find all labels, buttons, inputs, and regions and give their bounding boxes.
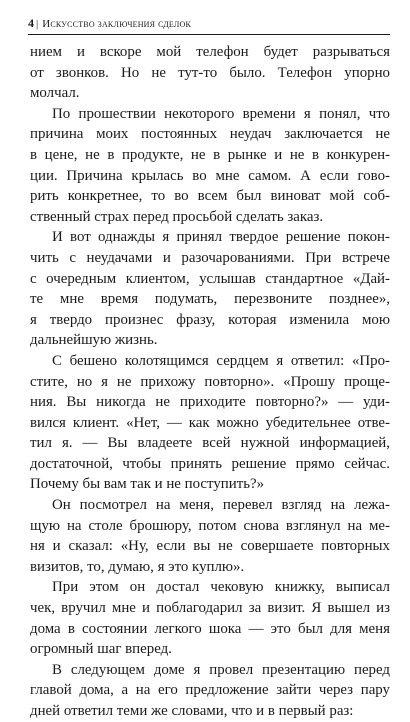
paragraph — [30, 227, 390, 351]
paragraph — [30, 577, 390, 659]
text-line: тил я. — Вы владеете всей нужной информацией, — [30, 435, 390, 452]
text-line: от звонков. Но не тут-то было. Телефон упорно — [30, 64, 390, 81]
text-line: причина моих постоянных неудач заключается не — [30, 126, 390, 143]
text-line: чек, вручил мне и поблагодарил за визит. Я вышел из — [30, 600, 390, 617]
text-line: нием и вскоре мой телефон будет разрываться — [30, 44, 390, 60]
text-line: в цене, не в продукте, не в рынке и не в конкурен- — [30, 146, 390, 163]
text-line: молчал. — [30, 85, 80, 102]
text-line: ственный страх перед просьбой сделать заказ. — [30, 208, 324, 225]
text-line: я твердо произнес фразу, которая изменила мою — [30, 311, 390, 328]
header-separator: | — [36, 18, 39, 30]
text-line: Он посмотрел на меня, перевел взгляд на лежа- — [52, 497, 390, 514]
text-line: главой дома, а на его предложение зайти через пару — [30, 682, 390, 699]
text-line: рить конкретнее, то во всем был виноват мой соб- — [30, 188, 390, 205]
text-line: стите, но я не прихожу повторно». «Прошу проще- — [30, 373, 390, 390]
running-header — [28, 16, 388, 31]
text-line: Почему бы вам так и не поступить?» — [30, 476, 265, 493]
text-line: щую на столе брошюру, потом снова взглянул на ме- — [30, 517, 390, 534]
text-line: ния. Вы никогда не приходите повторно?» — уди- — [30, 394, 390, 411]
book-title: Искусство заключения сделок — [42, 18, 192, 30]
paragraph — [30, 495, 390, 577]
text-line: визитов, то, думаю, я это куплю». — [30, 558, 245, 575]
text-line: с очередным клиентом, услышав стандартное «Дай- — [30, 270, 390, 287]
text-line: ня и сказал: «Ну, если вы не совершаете повторных — [30, 538, 390, 555]
text-line: При этом он достал чековую книжку, выписал — [52, 579, 390, 596]
text-line: В следующем доме я провел презентацию перед — [52, 661, 390, 678]
paragraph — [30, 42, 390, 104]
text-line: И вот однажды я принял твердое решение покон- — [52, 229, 390, 246]
page-number: 4 — [28, 16, 34, 30]
text-line: дома в состоянии легкого шока — это был для меня — [30, 620, 390, 637]
text-line: достаточной, чтобы принять решение прямо сейчас. — [30, 455, 390, 472]
text-line: вился клиент. «Нет, — как можно убедительнее отве- — [30, 414, 390, 431]
paragraph — [30, 351, 390, 495]
paragraph — [30, 104, 390, 228]
text-line: дальнейшую жизнь. — [30, 332, 158, 349]
text-line: ции. Причина крылась во мне самом. А если гово- — [30, 167, 390, 184]
text-line: чить с неудачами и разочарованиями. При встрече — [30, 249, 390, 266]
text-line: огромный шаг вперед. — [30, 641, 172, 658]
text-line: те мне время подумать, перезвоните позднее», — [30, 291, 390, 308]
text-line: дней ответил теми же словами, что и в первый раз: — [30, 703, 354, 719]
header-rule — [28, 34, 390, 35]
body-text — [30, 42, 390, 722]
text-line: По прошествии некоторого времени я понял, что — [52, 105, 390, 122]
paragraph — [30, 660, 390, 722]
text-line: С бешено колотящимся сердцем я ответил: «Про- — [52, 352, 390, 369]
